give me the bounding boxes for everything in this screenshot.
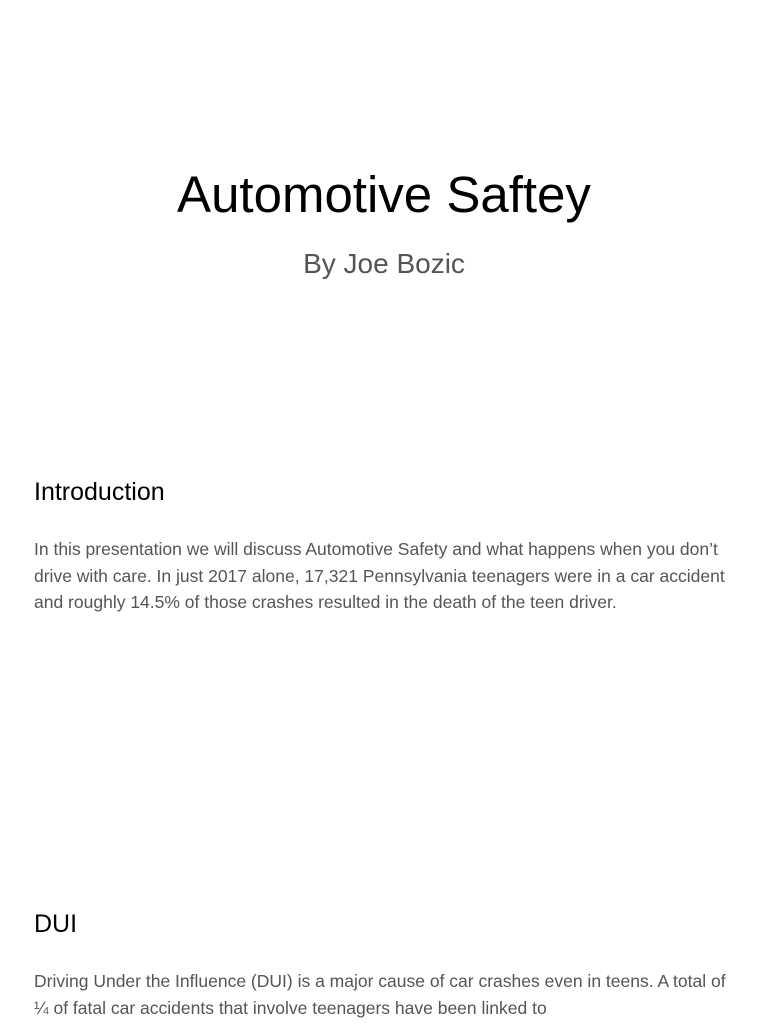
slide-dui (0, 902, 768, 1024)
presentation-title: Automotive Saftey (177, 166, 591, 223)
slide-heading: DUI (34, 910, 78, 938)
slide-body-text: Driving Under the Influence (DUI) is a major cause of car crashes even in teens. A total of ¼ of fatal car accidents that involve teenagers have been linked to (34, 971, 726, 1018)
title-slide (0, 0, 768, 420)
slide-body-text: In this presentation we will discuss Automotive Safety and what happens when you don’t drive with care. In just 2017 alone, 17,321 Pennsylvania teenagers were in a car accident and roughly 14.5% of those crashes resulted in the death of the teen driver. (34, 539, 725, 612)
presentation-subtitle: By Joe Bozic (303, 248, 465, 279)
slide-introduction (0, 470, 768, 850)
slide-heading: Introduction (34, 478, 165, 506)
